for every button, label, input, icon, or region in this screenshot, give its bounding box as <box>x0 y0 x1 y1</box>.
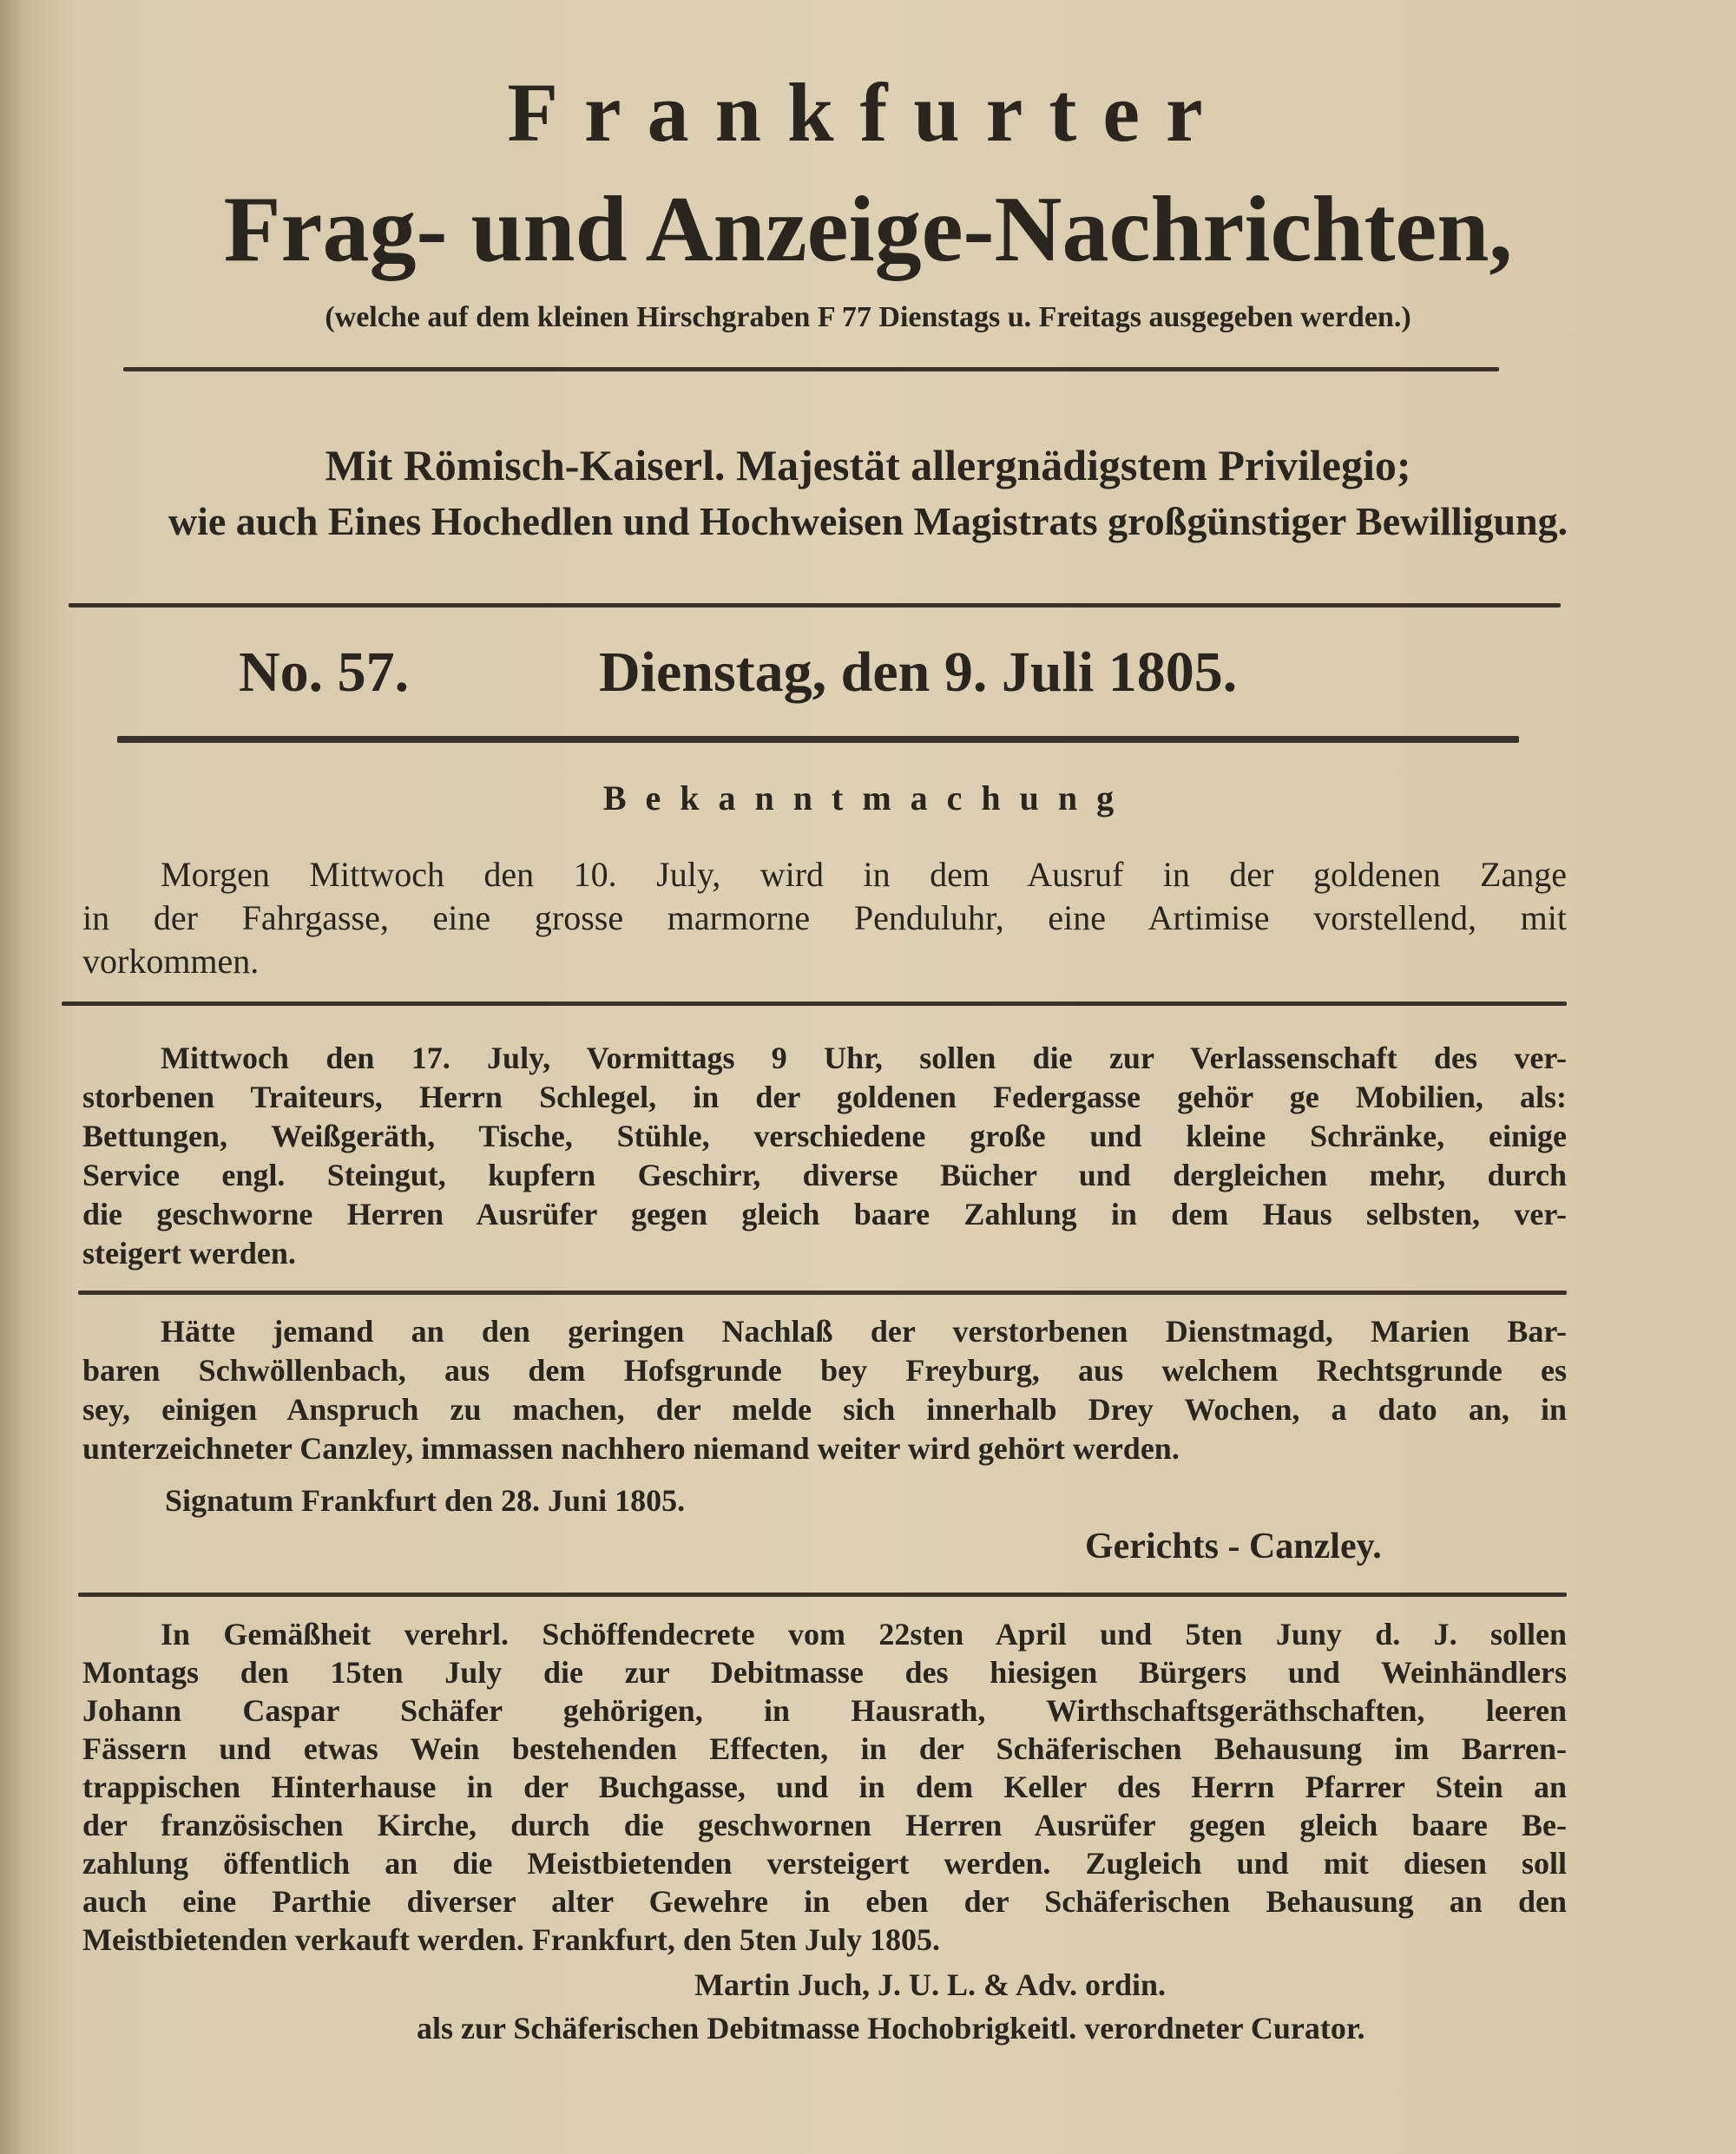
notice-dateline: Signatum Frankfurt den 28. Juni 1805. <box>165 1483 686 1518</box>
notice-signature: Gerichts - Canzley. <box>1085 1527 1382 1566</box>
divider <box>69 603 1561 607</box>
notice-signature: Martin Juch, J. U. L. & Adv. ordin. <box>694 1967 1167 2002</box>
notice-heading: Bekanntmachung <box>602 778 1134 818</box>
issue-number: No. 57. <box>239 640 410 704</box>
notice-line: Bettungen, Weißgeräth, Tische, Stühle, verschiedene große und kleine Schränke, einige <box>82 1119 1567 1153</box>
divider <box>78 1593 1567 1597</box>
notice-line: Service engl. Steingut, kupfern Geschirr, diverse Bücher und dergleichen mehr, durch <box>82 1158 1567 1192</box>
masthead-title-line2: Frag- und Anzeige-Nachrichten, <box>223 178 1513 281</box>
issue-date: Dienstag, den 9. Juli 1805. <box>599 640 1238 704</box>
notice-line: Hätte jemand an den geringen Nachlaß der verstorbenen Dienstmagd, Marien Bar- <box>161 1314 1567 1349</box>
notice-line: die geschworne Herren Ausrüfer gegen gleich baare Zahlung in dem Haus selbsten, ver- <box>82 1197 1567 1231</box>
notice-line: Montags den 15ten July die zur Debitmasse des hiesigen Bürgers und Weinhändlers <box>82 1655 1567 1690</box>
divider <box>117 736 1519 743</box>
divider <box>62 1001 1567 1006</box>
notice-line: Mittwoch den 17. July, Vormittags 9 Uhr, sollen die zur Verlassenschaft des ver- <box>161 1041 1567 1075</box>
masthead-title-line1: Frankfurter <box>507 66 1229 159</box>
notice-signature: als zur Schäferischen Debitmasse Hochobrigkeitl. verordneter Curator. <box>417 2011 1365 2046</box>
privilege-line2: wie auch Eines Hochedlen und Hochweisen Magistrats großgünstiger Bewilligung. <box>168 499 1568 543</box>
notice-line: storbenen Traiteurs, Herrn Schlegel, in der goldenen Federgasse gehör ge Mobilien, als: <box>82 1080 1567 1114</box>
notice-line: unterzeichneter Canzley, immassen nachhero niemand weiter wird gehört werden. <box>82 1431 1180 1466</box>
notice-line: Meistbietenden verkauft werden. Frankfurt, den 5ten July 1805. <box>82 1922 940 1957</box>
notice-line: sey, einigen Anspruch zu machen, der melde sich innerhalb Drey Wochen, a dato an, in <box>82 1392 1567 1427</box>
masthead-subtitle: (welche auf dem kleinen Hirschgraben F 77 Dienstags u. Freitags ausgegeben werden.) <box>325 301 1411 333</box>
notice-line: auch eine Parthie diverser alter Gewehre in eben der Schäferischen Behausung an den <box>82 1884 1567 1919</box>
notice-line: Fässern und etwas Wein bestehenden Effecten, in der Schäferischen Behausung im Barren- <box>82 1731 1567 1766</box>
notice-line: In Gemäßheit verehrl. Schöffendecrete vom 22sten April und 5ten Juny d. J. sollen <box>161 1617 1567 1652</box>
divider <box>78 1290 1567 1295</box>
notice-line: Johann Caspar Schäfer gehörigen, in Hausrath, Wirthschaftsgeräthschaften, leeren <box>82 1693 1567 1728</box>
notice-line: trappischen Hinterhause in der Buchgasse, und in dem Keller des Herrn Pfarrer Stein an <box>82 1770 1567 1804</box>
notice-line: baren Schwöllenbach, aus dem Hofsgrunde bey Freyburg, aus welchem Rechtsgrunde es <box>82 1353 1567 1388</box>
notice-line: vorkommen. <box>82 942 260 981</box>
privilege-line1: Mit Römisch-Kaiserl. Majestät allergnädigstem Privilegio; <box>325 441 1411 489</box>
notice-line: der französischen Kirche, durch die geschwornen Herren Ausrüfer gegen gleich baare Be- <box>82 1808 1567 1842</box>
notice-line: in der Fahrgasse, eine grosse marmorne Penduluhr, eine Artimise vorstellend, mit <box>82 898 1567 937</box>
notice-line: zahlung öffentlich an die Meistbietenden versteigert werden. Zugleich und mit diesen soll <box>82 1846 1567 1881</box>
divider <box>123 367 1499 371</box>
notice-line: Morgen Mittwoch den 10. July, wird in dem Ausruf in der goldenen Zange <box>161 855 1567 894</box>
notice-line: steigert werden. <box>82 1236 296 1271</box>
